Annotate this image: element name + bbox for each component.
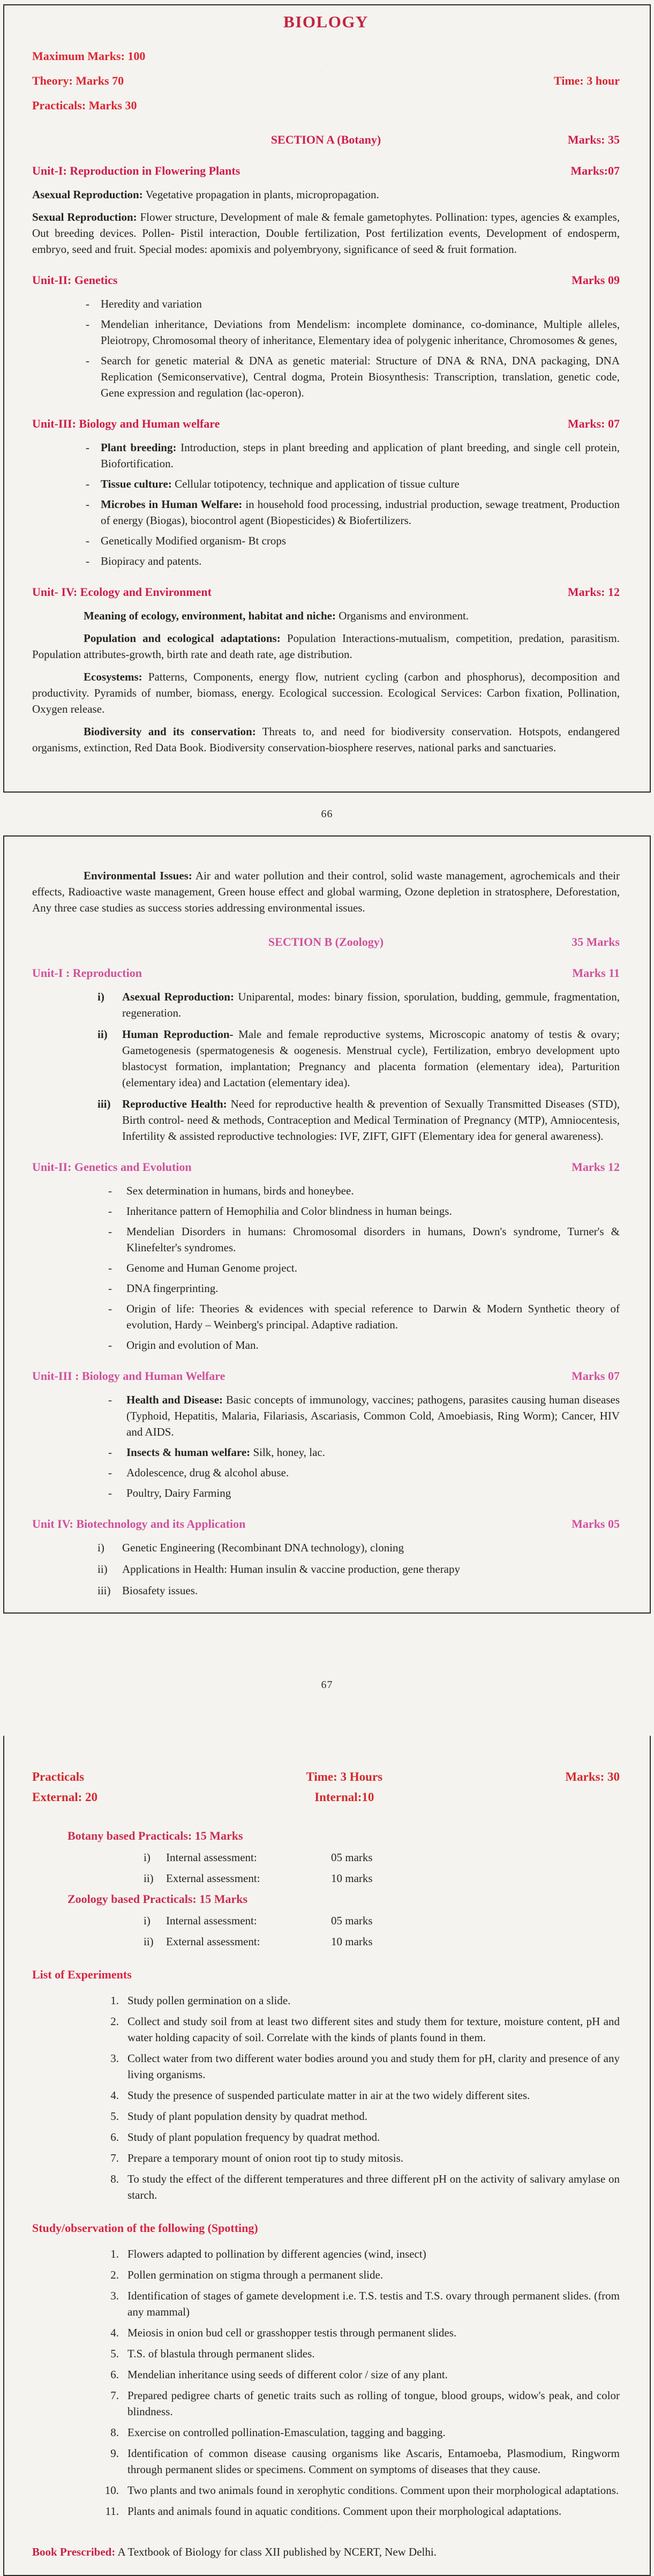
unit3-botany-list [32, 439, 620, 569]
list-item [32, 2366, 620, 2383]
spotting-heading: Study/observation of the following (Spotting) [32, 2221, 258, 2235]
page-number-66: 66 [321, 808, 333, 820]
item-number: 4. [110, 2326, 119, 2339]
row-label: External assessment: [166, 1872, 260, 1885]
row-label: Internal assessment: [166, 1851, 257, 1864]
list-item [126, 1280, 620, 1296]
list-item-lead: Asexual Reproduction: [122, 990, 234, 1003]
list-item [32, 2171, 620, 2203]
unit2-zoology-heading [32, 1159, 620, 1175]
item-text: Identification of common disease causing organisms like Ascaris, Entamoeba, Plasmodium, Ringworm through permanent slides or specimens. Comment on symptoms of diseases that they cause. [127, 2447, 620, 2476]
item-text: Meiosis in onion bud cell or grasshopper testis through permanent slides. [127, 2326, 457, 2339]
list-item [126, 1183, 620, 1199]
item-number: 6. [110, 2368, 119, 2381]
unit-marks: Marks: 07 [567, 417, 620, 430]
assessment-row [32, 1933, 620, 1950]
section-a-title: SECTION A (Botany) [270, 133, 381, 146]
item-text: Plants and animals found in aquatic conditions. Comment upon their morphological adaptations. [127, 2505, 562, 2518]
list-item [32, 2150, 620, 2166]
page-67 [3, 835, 651, 1614]
list-item-text: Mendelian inheritance, Deviations from Mendelism: incomplete dominance, co-dominance, Multiple alleles, Pleiotropy, Chromosomal theory of inheritance, Elementary idea of polygenic inheritance, Chromosomes & genes, [101, 318, 620, 347]
item-number: 10. [104, 2484, 119, 2497]
assessment-row [32, 1870, 620, 1886]
list-item-text: Genetic Engineering (Recombinant DNA technology), cloning [122, 1541, 404, 1554]
list-item-text: Adolescence, drug & alcohol abuse. [126, 1466, 289, 1479]
page-break [0, 793, 654, 835]
list-item-text: Inheritance pattern of Hemophilia and Color blindness in human beings. [126, 1205, 452, 1218]
item-text: Collect and study soil from at least two different sites and study them for texture, moisture content, pH and water holding capacity of soil. Correlate with the kinds of plants found in them. [127, 2015, 620, 2044]
unit-title: Unit-I : Reproduction [32, 966, 142, 980]
unit-title: Unit-I: Reproduction in Flowering Plants [32, 164, 240, 177]
ecosystems-paragraph [32, 669, 620, 717]
list-item-text: Genome and Human Genome project. [126, 1261, 297, 1274]
list-item [126, 1444, 620, 1460]
list-item-text: Basic concepts of immunology, vaccines; pathogens, parasites causing human diseases (Typhoid, Hepatitis, Malaria, Filariasis, Ascariasis, Common Cold, Amoebiasis, Ring Worm); Cancer, HIV and AIDS. [126, 1393, 620, 1438]
item-number: 3. [110, 2052, 119, 2065]
zoology-practicals-block [32, 1891, 620, 1950]
list-item [32, 2246, 620, 2262]
practicals-total-marks: Marks: 30 [565, 1770, 620, 1783]
unit3-zoology-heading [32, 1368, 620, 1384]
item-text: Collect water from two different water bodies around you and study them for pH, clarity and presence of any living organisms. [127, 2052, 620, 2081]
list-item-text: Applications in Health: Human insulin & vaccine production, gene therapy [122, 1563, 461, 1576]
list-item [126, 1337, 620, 1353]
item-text: Exercise on controlled pollination-Emasculation, tagging and bagging. [127, 2426, 446, 2439]
paragraph-text: Vegetative propagation in plants, micropropagation. [142, 188, 379, 201]
row-marks: 05 marks [331, 1851, 373, 1864]
list-item [126, 1223, 620, 1256]
item-number: 5. [110, 2347, 119, 2360]
environmental-issues-paragraph [32, 868, 620, 916]
row-numeral: i) [144, 1914, 151, 1927]
list-item [32, 2108, 620, 2124]
page-66 [3, 4, 651, 793]
list-item-lead: Insects & human welfare: [126, 1446, 251, 1459]
paragraph-text: Organisms and environment. [335, 609, 469, 622]
ecology-paragraph [32, 608, 620, 624]
list-item [101, 316, 620, 348]
list-item-text: Male and female reproductive systems, Microscopic anatomy of testis & ovary; Gametogenesis (spermatogenesis & oogenesis. Menstrual cycle), Fertilization, embryo development upto blastocyst formation, implantation; Pregnancy and placenta formation (elementary idea), Parturition (elementary idea) and Lactation (elementary idea). [122, 1028, 620, 1089]
list-item-numeral: iii) [97, 1584, 111, 1597]
list-item-lead: Reproductive Health: [122, 1097, 227, 1110]
paragraph-text: Threats to, and need for biodiversity conservation. Hotspots, endangered organisms, extinction, Red Data Book. Biodiversity conservation-biosphere reserves, national parks and sanctuaries. [32, 725, 620, 754]
row-label: External assessment: [166, 1935, 260, 1948]
marks-row [32, 48, 620, 64]
list-item-lead: Human Reproduction- [122, 1028, 234, 1041]
list-item [32, 2424, 620, 2440]
sexual-reproduction-paragraph [32, 209, 620, 257]
section-b-marks: 35 Marks [572, 935, 620, 949]
unit-marks: Marks 12 [572, 1160, 620, 1174]
row-marks: 10 marks [331, 1935, 373, 1948]
biodiversity-paragraph [32, 723, 620, 756]
list-item-text: Uniparental, modes: binary fission, sporulation, budding, gemmule, fragmentation, regeneration. [122, 990, 620, 1019]
list-item-text: Need for reproductive health & prevention of Sexually Transmitted Diseases (STD), Birth control- need & methods, Contraception and Medical Termination of Pregnancy (MTP), Amniocentesis, Infertility & assisted reproductive technologies: IVF, ZIFT, GIFT (Elementary idea for general awareness). [122, 1097, 620, 1143]
item-number: 8. [110, 2426, 119, 2439]
list-item [101, 533, 620, 549]
unit-title: Unit IV: Biotechnology and its Application [32, 1517, 246, 1530]
external-marks: External: 20 [32, 1790, 98, 1804]
item-number: 8. [110, 2172, 119, 2185]
unit1-zoology-heading [32, 965, 620, 981]
list-item [32, 1561, 620, 1577]
list-item-text: Biopiracy and patents. [101, 555, 202, 568]
page-number-67: 67 [321, 1679, 333, 1691]
section-b-title: SECTION B (Zoology) [268, 935, 384, 949]
paragraph-lead: Sexual Reproduction: [32, 211, 137, 223]
list-item [126, 1392, 620, 1440]
list-item [32, 2503, 620, 2519]
unit-title: Unit-III: Biology and Human welfare [32, 417, 220, 430]
list-item-numeral: i) [97, 1541, 104, 1554]
row-marks: 10 marks [331, 1872, 373, 1885]
list-item [32, 2387, 620, 2420]
unit4-zoology-heading [32, 1516, 620, 1532]
maximum-marks: Maximum Marks: 100 [32, 49, 146, 63]
document-title: BIOLOGY [283, 12, 369, 31]
unit4-botany-heading [32, 584, 620, 600]
experiments-heading: List of Experiments [32, 1968, 132, 1981]
item-text: Two plants and two animals found in xerophytic conditions. Comment upon their morphological adaptations. [127, 2484, 619, 2497]
paragraph-text: Flower structure, Development of male & female gametophytes. Pollination: types, agencies & examples, Out breeding devices. Pollen- Pistil interaction, Double fertilization, Post fertilization events, Development of endosperm, embryo, seed and fruit. Special modes: apomixis and polyembryony, significance of seed & fruit formation. [32, 211, 620, 256]
item-text: Study pollen germination on a slide. [127, 1994, 291, 2007]
list-item-text: Sex determination in humans, birds and honeybee. [126, 1184, 354, 1197]
unit-title: Unit-II: Genetics and Evolution [32, 1160, 192, 1174]
list-item-text: Genetically Modified organism- Bt crops [101, 534, 287, 547]
marks-summary [32, 48, 620, 114]
item-number: 1. [110, 2248, 119, 2260]
list-item-text: DNA fingerprinting. [126, 1282, 219, 1295]
list-item [32, 1096, 620, 1144]
list-item [32, 2129, 620, 2145]
list-item-text: Heredity and variation [101, 297, 202, 310]
list-item [126, 1465, 620, 1481]
list-item [32, 2325, 620, 2341]
practical-marks: Practicals: Marks 30 [32, 99, 137, 112]
list-item-lead: Microbes in Human Welfare: [101, 498, 243, 511]
list-item-text: Introduction, steps in plant breeding and application of plant breeding, and single cell protein, Biofortification. [101, 441, 620, 470]
row-label: Internal assessment: [166, 1914, 257, 1927]
practicals-time: Time: 3 Hours [306, 1770, 383, 1783]
list-item-numeral: ii) [97, 1028, 108, 1041]
item-text: Mendelian inheritance using seeds of different color / size of any plant. [127, 2368, 448, 2381]
asexual-reproduction-paragraph [32, 186, 620, 203]
section-a-heading [32, 132, 620, 148]
item-text: T.S. of blastula through permanent slides. [127, 2347, 315, 2360]
list-item [32, 1026, 620, 1091]
item-text: Prepared pedigree charts of genetic traits such as rolling of tongue, blood groups, widow's peak, and color blindness. [127, 2389, 620, 2418]
paragraph-lead: Population and ecological adaptations: [84, 632, 281, 645]
unit-marks: Marks:07 [570, 164, 620, 177]
unit-marks: Marks 05 [572, 1517, 620, 1530]
item-number: 3. [110, 2289, 119, 2302]
item-number: 7. [110, 2389, 119, 2402]
row-numeral: ii) [144, 1872, 154, 1885]
list-item [101, 496, 620, 528]
spotting-list [32, 2246, 620, 2519]
practicals-header [32, 1769, 620, 1805]
item-number: 5. [110, 2110, 119, 2123]
unit-marks: Marks 09 [572, 273, 620, 287]
list-item-lead: Tissue culture: [101, 477, 172, 490]
internal-marks: Internal:10 [314, 1790, 374, 1804]
row-numeral: ii) [144, 1935, 154, 1948]
list-item [32, 2087, 620, 2103]
list-item [32, 2288, 620, 2320]
paragraph-text: Air and water pollution and their control, solid waste management, agrochemicals and their effects, Radioactive waste management, Green house effect and global warming, Ozone depletion in stratosphere, Deforestation, Any three case studies as success stories addressing environmental issues. [32, 869, 620, 914]
list-item-text: Poultry, Dairy Farming [126, 1487, 231, 1499]
list-item [126, 1260, 620, 1276]
assessment-row [32, 1849, 620, 1865]
unit1-botany-heading [32, 163, 620, 179]
list-item-text: Biosafety issues. [122, 1584, 198, 1597]
section-a-marks: Marks: 35 [567, 133, 620, 146]
unit-marks: Marks 11 [572, 966, 620, 980]
paragraph-text: Patterns, Components, energy flow, nutrient cycling (carbon and phosphorus), decomposition and productivity. Pyramids of number, biomass, energy. Ecological succession. Ecological Services: Carbon fixation, Pollination, Oxygen release. [32, 670, 620, 715]
item-text: To study the effect of the different temperatures and three different pH on the activity of salivary amylase on starch. [127, 2172, 620, 2201]
marks-row [32, 98, 620, 114]
list-item-text: Origin and evolution of Man. [126, 1339, 259, 1352]
row-marks: 05 marks [331, 1914, 373, 1927]
list-item-numeral: i) [97, 990, 104, 1003]
list-item [101, 553, 620, 569]
list-item [126, 1301, 620, 1333]
exam-time: Time: 3 hour [553, 74, 620, 87]
scanned-syllabus-document [0, 4, 654, 2576]
list-item-lead: Plant breeding: [101, 441, 177, 454]
unit-title: Unit-III : Biology and Human Welfare [32, 1369, 225, 1383]
unit2-botany-list [32, 296, 620, 401]
theory-marks: Theory: Marks 70 [32, 74, 124, 87]
list-item [32, 2346, 620, 2362]
marks-row [32, 73, 620, 89]
item-number: 2. [110, 2268, 119, 2281]
list-item [101, 353, 620, 401]
item-text: Flowers adapted to pollination by different agencies (wind, insect) [127, 2248, 426, 2260]
list-item-text: Origin of life: Theories & evidences with special reference to Darwin & Modern Synthetic theory of evolution, Hardy – Weinberg's principal. Adaptive radiation. [126, 1302, 620, 1331]
row-numeral: i) [144, 1851, 151, 1864]
paragraph-lead: Biodiversity and its conservation: [84, 725, 256, 738]
book-prescribed-line [32, 2544, 620, 2560]
list-item [126, 1203, 620, 1219]
spacer [436, 1789, 620, 1805]
unit3-botany-heading [32, 416, 620, 432]
practicals-heading: Practicals [32, 1770, 85, 1783]
list-item [32, 2482, 620, 2498]
paragraph-lead: Asexual Reproduction: [32, 188, 143, 201]
item-text: Pollen germination on stigma through a permanent slide. [127, 2268, 384, 2281]
item-number: 4. [110, 2089, 119, 2102]
population-paragraph [32, 630, 620, 662]
assessment-row [32, 1913, 620, 1929]
botany-practicals-heading: Botany based Practicals: 15 Marks [67, 1829, 243, 1842]
item-number: 11. [105, 2505, 119, 2518]
item-number: 7. [110, 2152, 119, 2164]
page-break [0, 1614, 654, 1736]
paragraph-text: Population Interactions-mutualism, competition, predation, parasitism. Population attributes-growth, birth rate and death rate, age distribution. [32, 632, 620, 661]
unit-marks: Marks 07 [572, 1369, 620, 1383]
unit2-botany-heading [32, 272, 620, 288]
unit-marks: Marks: 12 [567, 585, 620, 599]
item-number: 6. [110, 2131, 119, 2144]
list-item-numeral: iii) [97, 1097, 111, 1110]
list-item [32, 2050, 620, 2082]
list-item [32, 989, 620, 1021]
list-item [101, 296, 620, 312]
list-item-text: Search for genetic material & DNA as genetic material: Structure of DNA & RNA, DNA packaging, DNA Replication (Semiconservative), Central dogma, Protein Biosynthesis: Transcription, translation, genetic code, Gene expression and regulation (lac-operon). [101, 354, 620, 399]
unit-title: Unit-II: Genetics [32, 273, 118, 287]
list-item-numeral: ii) [97, 1563, 108, 1576]
paragraph-lead: Environmental Issues: [84, 869, 192, 882]
item-text: Study of plant population frequency by quadrat method. [127, 2131, 380, 2144]
item-number: 1. [110, 1994, 119, 2007]
book-prescribed-lead: Book Prescribed: [32, 2545, 116, 2558]
unit3-zoology-list [32, 1392, 620, 1501]
list-item [32, 1540, 620, 1556]
paragraph-lead: Ecosystems: [84, 670, 142, 683]
paragraph-lead: Meaning of ecology, environment, habitat and niche: [84, 609, 336, 622]
list-item [32, 1582, 620, 1599]
list-item [32, 1992, 620, 2008]
list-item-text: Mendelian Disorders in humans: Chromosomal disorders in humans, Down's syndrome, Turner's & Klinefelter's syndromes. [126, 1225, 620, 1254]
list-item-text: Cellular totipotency, technique and application of tissue culture [171, 477, 460, 490]
list-item [126, 1485, 620, 1501]
item-text: Study the presence of suspended particulate matter in air at the two widely different sites. [127, 2089, 530, 2102]
botany-practicals-block [32, 1828, 620, 1886]
item-text: Study of plant population density by quadrat method. [127, 2110, 367, 2123]
list-item [32, 2445, 620, 2477]
section-b-heading [32, 934, 620, 950]
unit-title: Unit- IV: Ecology and Environment [32, 585, 212, 599]
list-item-text: in household food processing, industrial production, sewage treatment, Production of energy (Biogas), biocontrol agent (Biopesticides) & Biofertilizers. [101, 498, 620, 527]
book-prescribed-text: A Textbook of Biology for class XII published by NCERT, New Delhi. [115, 2545, 437, 2558]
item-text: Prepare a temporary mount of onion root tip to study mitosis. [127, 2152, 404, 2164]
item-number: 9. [110, 2447, 119, 2460]
unit2-zoology-list [32, 1183, 620, 1353]
item-text: Identification of stages of gamete development i.e. T.S. testis and T.S. ovary through permanent slides. (from any mammal) [127, 2289, 620, 2318]
item-number: 2. [110, 2015, 119, 2028]
list-item-lead: Health and Disease: [126, 1393, 223, 1406]
list-item [101, 439, 620, 472]
list-item-text: Silk, honey, lac. [250, 1446, 325, 1459]
list-item [32, 2013, 620, 2045]
practicals-page [3, 1736, 651, 2576]
list-item [32, 2267, 620, 2283]
zoology-practicals-heading: Zoology based Practicals: 15 Marks [67, 1892, 248, 1906]
experiments-list [32, 1992, 620, 2203]
list-item [101, 476, 620, 492]
